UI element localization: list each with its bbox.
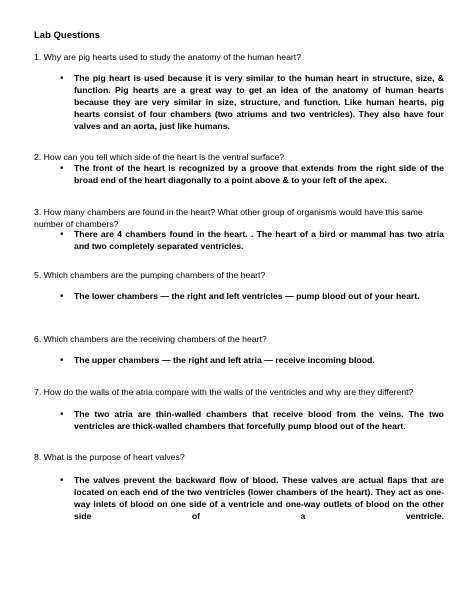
answer-7: The two atria are thin-walled chambers that receive blood from the veins. The two ventricles are thick-walled chambers that forcefully pump blood out of the heart. bbox=[74, 409, 444, 431]
bullet-icon: • bbox=[60, 73, 64, 84]
bullet-icon: • bbox=[60, 291, 64, 302]
question-8: 8. What is the purpose of heart valves? bbox=[34, 452, 185, 462]
question-6: 6. Which chambers are the receiving chambers of the heart? bbox=[34, 334, 267, 344]
question-2: 2. How can you tell which side of the heart is the ventral surface? bbox=[34, 152, 285, 162]
answer-5: The lower chambers — the right and left ventricles — pump blood out of your heart. bbox=[74, 291, 420, 301]
question-3: 3. How many chambers are found in the heart? What other group of organisms would have this same number of chambers? bbox=[34, 207, 423, 229]
document-title: Lab Questions bbox=[34, 30, 100, 41]
question-7: 7. How do the walls of the atria compare with the walls of the ventricles and why are they different? bbox=[34, 387, 414, 397]
answer-1: The pig heart is used because it is very similar to the human heart in structure, size, & function. Pig hearts are a great way to get an idea of the anatomy of human hearts because they are very similar in size, structure, and function. Like human hearts, pig hearts consist of four chambers (two atriums and two ventricles). They also have four valves and an aorta, just like humans. bbox=[74, 73, 444, 131]
question-5: 5. Which chambers are the pumping chambers of the heart? bbox=[34, 270, 266, 280]
question-1: 1. Why are pig hearts used to study the anatomy of the human heart? bbox=[34, 52, 302, 62]
bullet-icon: • bbox=[60, 355, 64, 366]
bullet-icon: • bbox=[60, 163, 64, 174]
answer-6: The upper chambers — the right and left atria — receive incoming blood. bbox=[74, 355, 375, 365]
answer-2: The front of the heart is recognized by a groove that extends from the right side of the broad end of the heart diagonally to a point above & to your left of the apex. bbox=[74, 163, 444, 185]
answer-3: There are 4 chambers found in the heart. . The heart of a bird or mammal has two atria and two completely separated ventricles. bbox=[74, 229, 444, 251]
bullet-icon: • bbox=[60, 475, 64, 486]
bullet-icon: • bbox=[60, 229, 64, 240]
answer-8: The valves prevent the backward flow of blood. These valves are actual flaps that are located on each end of the two ventricles (lower chambers of the heart). They act as one-way inlets of blood on one side of a ventricle and one-way outlets of blood on the other side of a ventricle. bbox=[74, 475, 444, 521]
bullet-icon: • bbox=[60, 409, 64, 420]
